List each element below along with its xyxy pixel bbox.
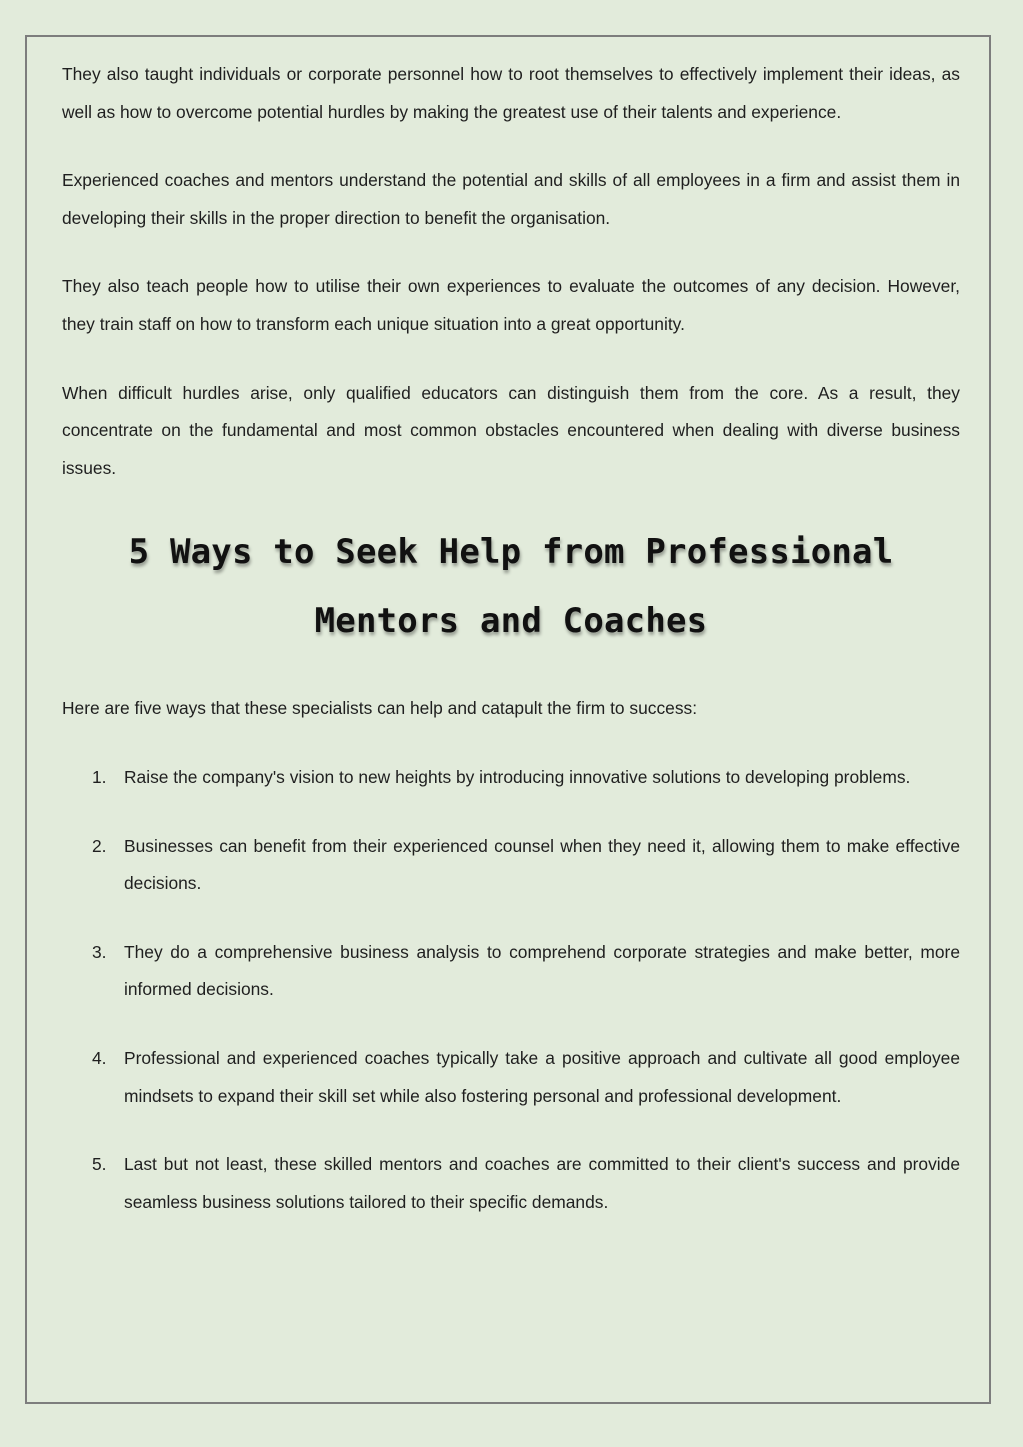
list-number: 5. (92, 1154, 107, 1175)
heading-line: 5 Ways to Seek Help from Professional (128, 532, 894, 573)
paragraph: They also taught individuals or corporate personnel how to root themselves to effectively implement their ideas, as well as how to overcome potential hurdles by making the greatest use of their talents and experience. (62, 64, 960, 122)
list-item-text: Businesses can benefit from their experienced counsel when they need it, allowing them to make effective decisions. (124, 835, 960, 894)
ways-list (62, 759, 960, 1221)
list-item-text: Raise the company's vision to new heights by introducing innovative solutions to developing problems. (124, 766, 911, 787)
list-item-text: Last but not least, these skilled mentors and coaches are committed to their client's success and provide seamless business solutions tailored to their specific demands. (124, 1154, 960, 1212)
list-number: 1. (92, 766, 107, 787)
intro-paragraph: Here are five ways that these specialists can help and catapult the firm to success: (62, 698, 698, 719)
paragraph: They also teach people how to utilise their own experiences to evaluate the outcomes of any decision. However, they train staff on how to transform each unique situation into a great opportunity. (62, 276, 960, 334)
list-item (62, 1040, 960, 1115)
heading-line: Mentors and Coaches (314, 601, 708, 642)
list-item (62, 759, 960, 797)
paragraph: Experienced coaches and mentors understand the potential and skills of all employees in a firm and assist them in developing their skills in the proper direction to benefit the organisation. (62, 170, 960, 228)
list-item (62, 934, 960, 1009)
list-item (62, 828, 960, 903)
list-item-text: They do a comprehensive business analysis to comprehend corporate strategies and make better, more informed decisions. (124, 941, 960, 1000)
list-number: 3. (92, 941, 107, 962)
list-item-text: Professional and experienced coaches typically take a positive approach and cultivate all good employee mindsets to expand their skill set while also fostering personal and professional development. (124, 1047, 960, 1106)
list-number: 2. (92, 835, 107, 856)
list-item (62, 1146, 960, 1221)
paragraph: When difficult hurdles arise, only qualified educators can distinguish them from the core. As a result, they concentrate on the fundamental and most common obstacles encountered when dealing with diverse business issues. (62, 382, 960, 478)
list-number: 4. (92, 1047, 107, 1068)
section-heading (62, 518, 960, 656)
document-body (62, 56, 960, 1252)
